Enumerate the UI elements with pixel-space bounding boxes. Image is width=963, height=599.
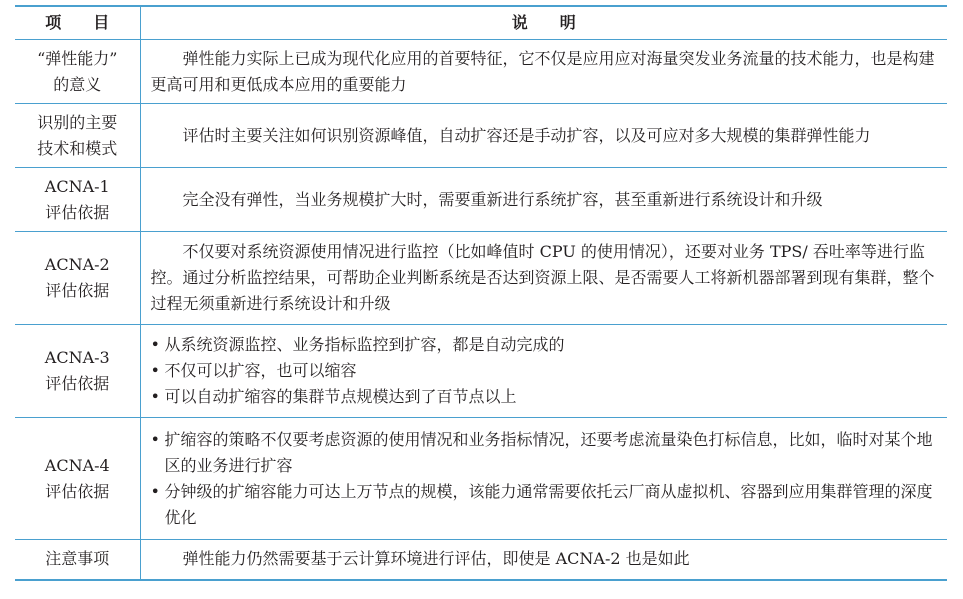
- bullet-text: 分钟级的扩缩容能力可达上万节点的规模，该能力通常需要依托云厂商从虚拟机、容器到应用集群管理的深度优化: [164, 481, 933, 527]
- item-line: 评估依据: [45, 202, 110, 222]
- item-line: 注意事项: [45, 549, 110, 569]
- bullet-item: [151, 332, 938, 358]
- row-description-cell: [140, 40, 947, 104]
- item-line: ACNA-2: [44, 255, 110, 274]
- header-item: 项 目: [15, 6, 140, 40]
- table-row: [15, 232, 947, 325]
- row-description-cell: [140, 418, 947, 540]
- bullet-item: [151, 479, 938, 531]
- item-line: 技术和模式: [37, 138, 118, 158]
- bullet-dot-icon: •: [150, 387, 160, 406]
- row-description: 评估时主要关注如何识别资源峰值，自动扩容还是手动扩容，以及可应对多大规模的集群弹性能力: [182, 125, 871, 145]
- item-line: 评估依据: [45, 481, 110, 501]
- item-line: 的意义: [53, 74, 102, 94]
- row-description-cell: [140, 325, 947, 418]
- row-description-cell: [140, 232, 947, 325]
- row-description-cell: [140, 540, 947, 580]
- row-item-cell: [15, 104, 140, 168]
- table-row: [15, 540, 947, 580]
- bullet-text: 可以自动扩缩容的集群节点规模达到了百节点以上: [164, 387, 517, 406]
- table-row: [15, 104, 947, 168]
- table-row: [15, 168, 947, 232]
- item-line: ACNA-1: [44, 176, 110, 196]
- table-row: [15, 40, 947, 104]
- elasticity-evaluation-table: [15, 5, 947, 581]
- bullet-dot-icon: •: [150, 481, 160, 501]
- table-row: [15, 325, 947, 418]
- row-description-cell: [140, 168, 947, 232]
- bullet-dot-icon: •: [150, 361, 160, 380]
- bullet-dot-icon: •: [150, 335, 160, 354]
- row-item-cell: [15, 540, 140, 580]
- row-description: 弹性能力实际上已成为现代化应用的首要特征，它不仅是应用应对海量突发业务流量的技术能力，也是构建更高可用和更低成本应用的重要能力: [150, 48, 935, 94]
- bullet-text: 从系统资源监控、业务指标监控到扩容，都是自动完成的: [164, 335, 565, 354]
- table-row: [15, 418, 947, 540]
- row-item-cell: [15, 325, 140, 418]
- row-item-cell: [15, 232, 140, 325]
- item-line: “弹性能力”: [37, 48, 118, 68]
- row-item-cell: [15, 168, 140, 232]
- row-description: 完全没有弹性，当业务规模扩大时，需要重新进行系统扩容，甚至重新进行系统设计和升级: [182, 189, 823, 209]
- bullet-dot-icon: •: [150, 429, 160, 449]
- item-line: 识别的主要: [37, 112, 118, 132]
- row-item-cell: [15, 418, 140, 540]
- item-line: ACNA-4: [44, 455, 110, 475]
- item-line: 评估依据: [45, 281, 110, 300]
- bullet-text: 不仅可以扩容，也可以缩容: [164, 361, 357, 380]
- table-header-row: [15, 6, 947, 40]
- bullet-text: 扩缩容的策略不仅要考虑资源的使用情况和业务指标情况，还要考虑流量染色打标信息，比如，临时对某个地区的业务进行扩容: [164, 429, 933, 475]
- row-description: 弹性能力仍然需要基于云计算环境进行评估，即使是 ACNA-2 也是如此: [182, 549, 690, 569]
- row-description-cell: [140, 104, 947, 168]
- bullet-item: [151, 358, 938, 384]
- header-description: 说 明: [511, 13, 576, 32]
- bullet-item: [151, 427, 938, 479]
- item-line: ACNA-3: [44, 348, 110, 367]
- row-description: 不仅要对系统资源使用情况进行监控（比如峰值时 CPU 的使用情况），还要对业务 TPS/ 吞吐率等进行监控。通过分析监控结果，可帮助企业判断系统是否达到资源上限、是否需要人工将新机器部署到现有集群，整个过程无须重新进行系统设计和升级: [150, 242, 935, 313]
- row-item-cell: [15, 40, 140, 104]
- bullet-item: [151, 384, 938, 410]
- item-line: 评估依据: [45, 374, 110, 393]
